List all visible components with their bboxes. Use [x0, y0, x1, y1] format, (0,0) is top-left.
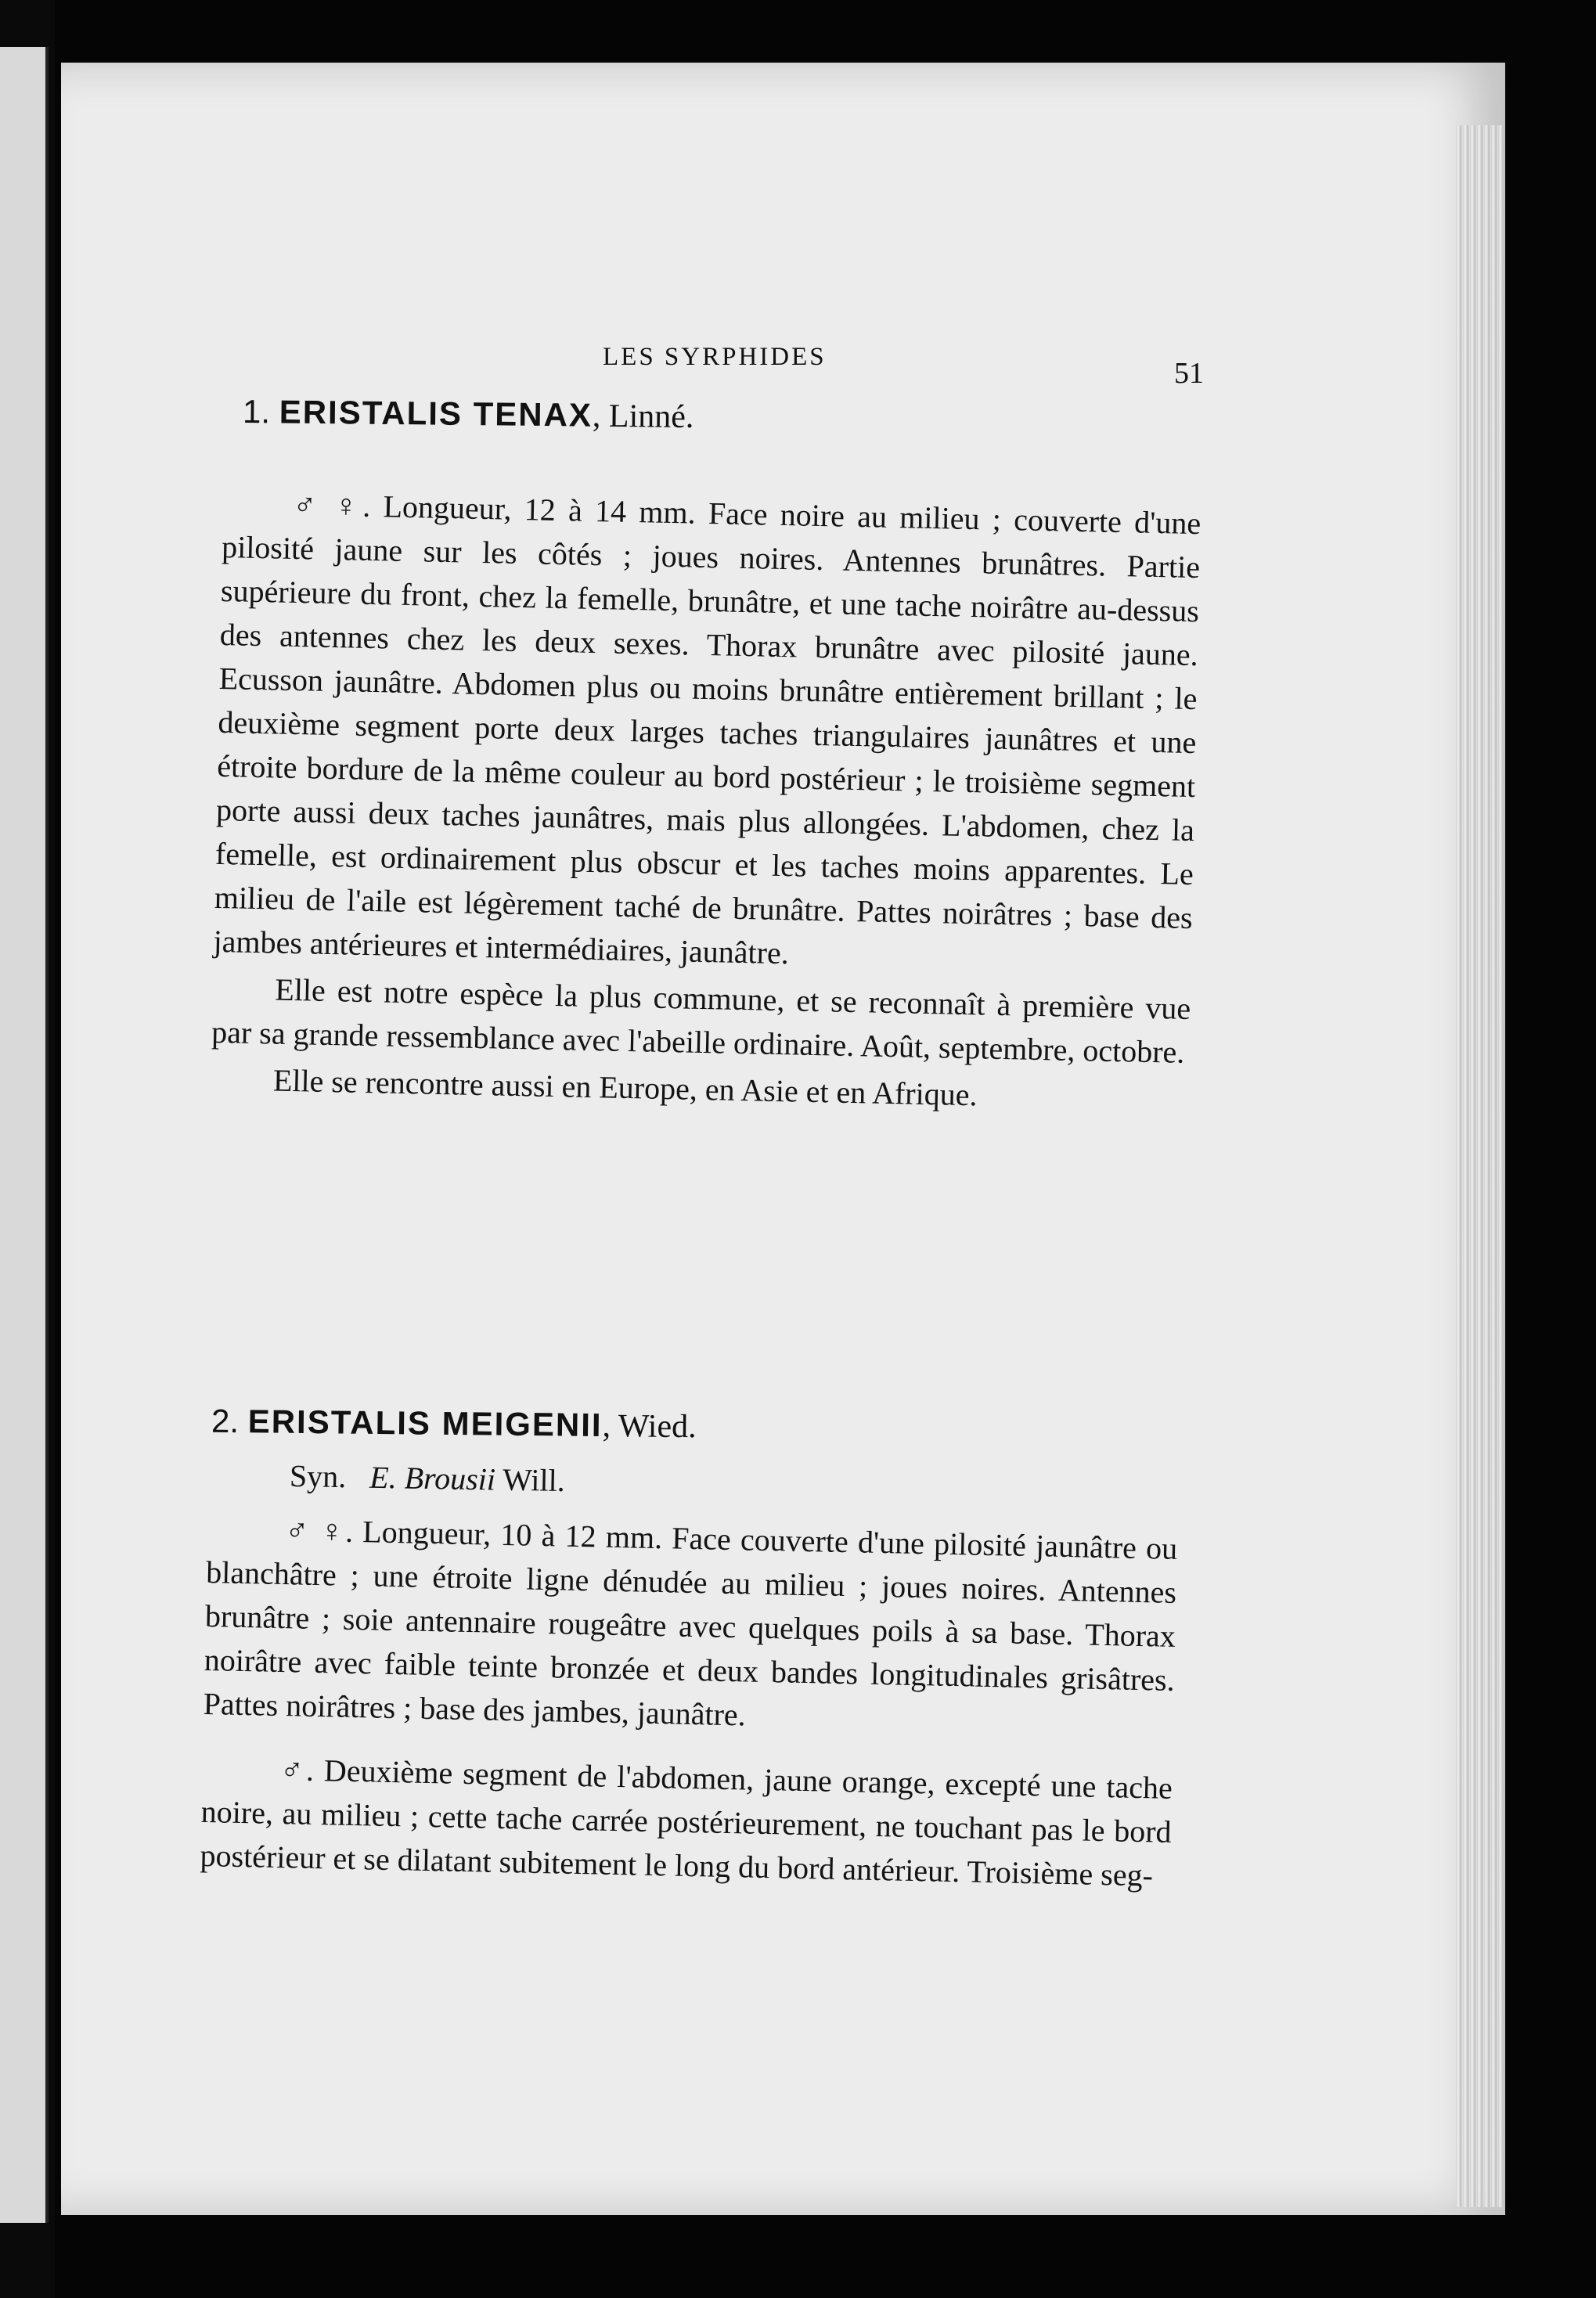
entry-heading-2: [211, 1403, 697, 1446]
description-paragraph: ♂ ♀. Longueur, 10 à 12 mm. Face couverte d'une pilosité jaunâtre ou blanchâtre ; une étroite ligne dénudée au milieu ; joues noires. Antennes brunâtre ; soie antennaire rougeâtre avec quelques poils à sa base. Thorax noirâtre avec faible teinte bronzée et deux bandes longitudinales grisâtres. Pattes noirâtres ; base des jambes, jaunâtre.: [203, 1512, 1178, 1733]
page-number: 51: [1174, 357, 1204, 390]
synonym-prefix: Syn.: [289, 1457, 347, 1495]
entry-body-1: [210, 481, 1201, 1122]
species-author: , Linné.: [592, 398, 694, 436]
entry-number: 2.: [211, 1402, 240, 1440]
page-stack-edge: [1456, 125, 1503, 2207]
entry-heading-1: [243, 393, 694, 436]
running-head: LES SYRPHIDES: [603, 343, 827, 371]
synonym-author: Will.: [502, 1461, 566, 1499]
synonym-name: E. Brousii: [369, 1459, 496, 1497]
entry-body-2: [200, 1507, 1178, 1898]
species-name: ERISTALIS MEIGENII: [247, 1403, 603, 1443]
description-paragraph: ♂ ♀. Longueur, 12 à 14 mm. Face noire au milieu ; couverte d'une pilosité jaune sur les côtés ; joues noires. Antennes brunâtres. Partie supérieure du front, chez la femelle, brunâtre, et une tache noirâtre au-dessus des antennes chez les deux sexes. Thorax brunâtre avec pilosité jaune. Ecusson jaunâtre. Abdomen plus ou moins brunâtre entièrement brillant ; le deuxième segment porte deux larges taches triangulaires jaunâtres et une étroite bordure de la même couleur au bord postérieur ; le troisième segment porte aussi deux taches jaunâtres, mais plus allongées. L'abdomen, chez la femelle, est ordinairement plus obscur et les taches moins apparentes. Le milieu de l'aile est légèrement taché de brunâtre. Pattes noirâtres ; base des jambes antérieures et intermédiaires, jaunâtre.: [213, 486, 1202, 971]
distribution-paragraph: Elle se rencontre aussi en Europe, en Asie et en Afrique.: [272, 1062, 978, 1113]
entry-number: 1.: [242, 392, 271, 430]
species-name: ERISTALIS TENAX: [279, 393, 593, 434]
synonym-line: [290, 1457, 566, 1499]
remark-paragraph: Elle est notre espèce la plus commune, et se reconnaît à première vue par sa grande ressemblance avec l'abeille ordinaire. Août, septembre, octobre.: [211, 971, 1191, 1070]
facing-page-edge: [0, 47, 49, 2223]
male-description-paragraph: ♂. Deuxième segment de l'abdomen, jaune orange, excepté une tache noire, au milieu ; cette tache carrée postérieurement, ne touchant pas le bord postérieur et se dilatant subitement le long du bord antérieur. Troisième seg-: [200, 1752, 1173, 1893]
species-author: , Wied.: [602, 1407, 697, 1446]
book-page: [61, 63, 1505, 2215]
